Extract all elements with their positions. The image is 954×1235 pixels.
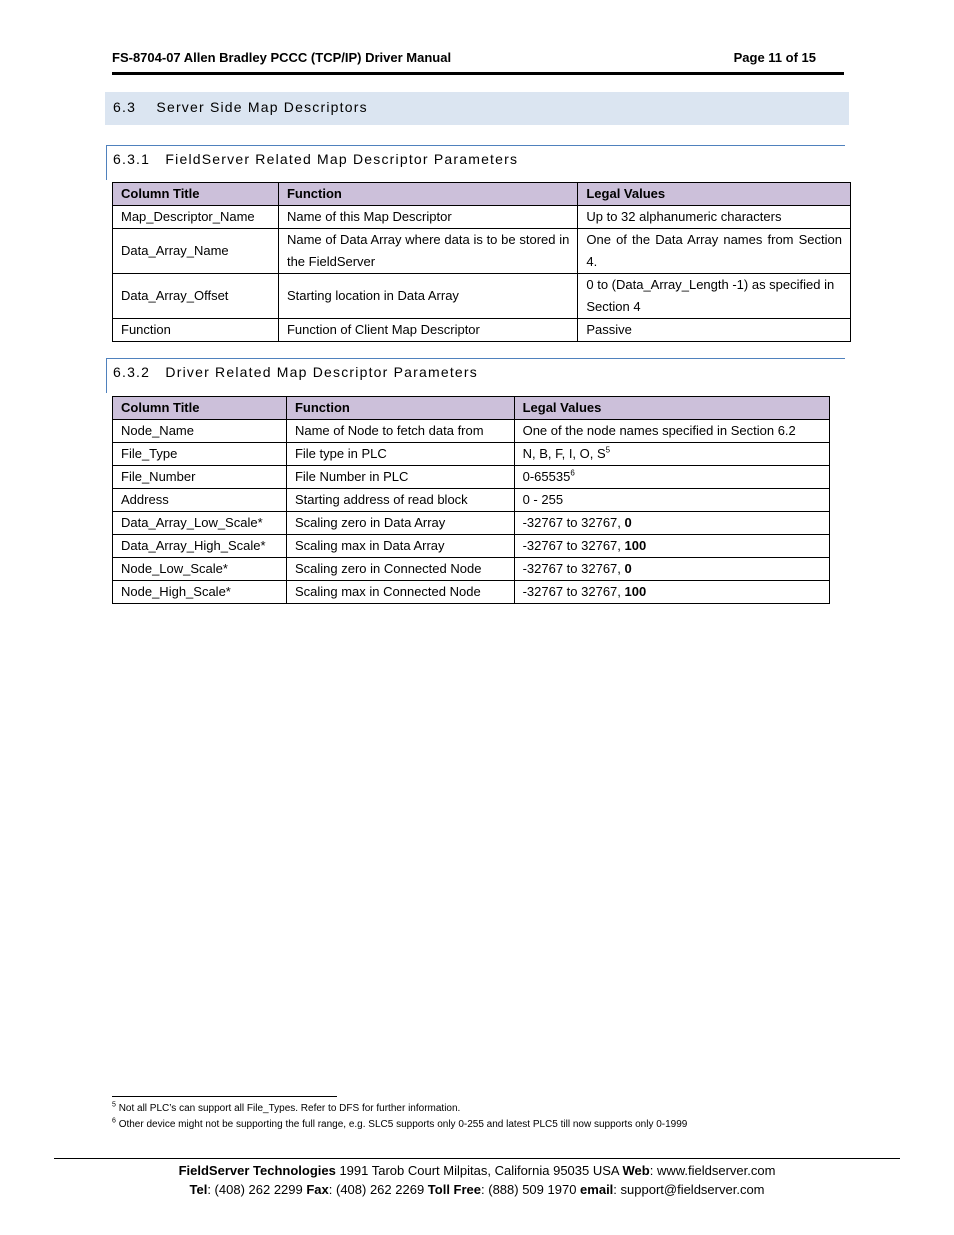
web-link[interactable]: : www.fieldserver.com xyxy=(649,1163,776,1178)
section-heading-6-3-2 xyxy=(106,358,845,393)
table-cell: File type in PLC xyxy=(286,443,514,466)
footnote-6 xyxy=(112,1119,687,1130)
tollfree-value: : (888) 509 1970 xyxy=(481,1182,581,1197)
table-cell: Map_Descriptor_Name xyxy=(113,206,279,229)
table-row xyxy=(113,512,830,535)
table-cell xyxy=(514,558,829,581)
column-header: Column Title xyxy=(113,183,279,206)
footnote-reference[interactable]: 5 xyxy=(605,445,611,455)
table-row xyxy=(113,319,851,342)
table-cell: Address xyxy=(113,489,287,512)
email-label: email xyxy=(580,1182,614,1197)
header-rule xyxy=(112,72,844,75)
footnote-separator xyxy=(112,1096,337,1097)
table-header-row xyxy=(113,397,830,420)
table-row xyxy=(113,558,830,581)
footnote-5 xyxy=(112,1103,460,1114)
column-header: Legal Values xyxy=(578,183,851,206)
cell-value: N, B, F, I, O, S xyxy=(522,446,606,461)
table-cell: One of the node names specified in Section 6.2 xyxy=(514,420,829,443)
section-title: Server Side Map Descriptors xyxy=(156,99,368,115)
cell-value: -32767 to 32767, xyxy=(522,515,625,530)
table-row xyxy=(113,535,830,558)
table-cell: Starting address of read block xyxy=(286,489,514,512)
table-cell: Node_Name xyxy=(113,420,287,443)
table-cell: File_Type xyxy=(113,443,287,466)
default-value: 0 xyxy=(624,515,632,530)
column-header: Function xyxy=(286,397,514,420)
table-cell xyxy=(514,466,829,489)
table-cell: Function of Client Map Descriptor xyxy=(278,319,577,342)
table-cell: Data_Array_Low_Scale* xyxy=(113,512,287,535)
footnote-reference[interactable]: 6 xyxy=(570,468,575,478)
footer-rule xyxy=(54,1158,900,1159)
section-heading-6-3-1 xyxy=(106,145,845,180)
table-row xyxy=(113,274,851,319)
column-header: Function xyxy=(278,183,577,206)
table-cell: File Number in PLC xyxy=(286,466,514,489)
cell-value: -32767 to 32767, xyxy=(522,584,625,599)
table-row xyxy=(113,206,851,229)
table-row xyxy=(113,466,830,489)
table-cell: Name of this Map Descriptor xyxy=(278,206,577,229)
table-cell: Node_High_Scale* xyxy=(113,581,287,604)
table-cell: File_Number xyxy=(113,466,287,489)
table-cell: Data_Array_Name xyxy=(113,229,279,274)
document-title: FS-8704-07 Allen Bradley PCCC (TCP/IP) Driver Manual xyxy=(112,50,452,65)
table-cell: 0 to (Data_Array_Length -1) as specified in Section 4 xyxy=(578,274,851,319)
cell-value: 0-65535 xyxy=(522,469,571,484)
page-header xyxy=(112,50,816,65)
table-cell: Up to 32 alphanumeric characters xyxy=(578,206,851,229)
table-cell: One of the Data Array names from Section 4. xyxy=(578,229,851,274)
table-row xyxy=(113,420,830,443)
tel-value: : (408) 262 2299 xyxy=(207,1182,307,1197)
company-address: 1991 Tarob Court Milpitas, California 95035 USA xyxy=(335,1163,623,1178)
section-number: 6.3.1 xyxy=(113,151,151,167)
section-title: FieldServer Related Map Descriptor Parameters xyxy=(165,151,519,167)
default-value: 0 xyxy=(624,561,632,576)
email-link[interactable]: : support@fieldserver.com xyxy=(613,1182,765,1197)
footnote-mark: 5 xyxy=(112,1101,116,1109)
column-header: Legal Values xyxy=(514,397,829,420)
table-cell xyxy=(514,581,829,604)
web-label: Web xyxy=(622,1163,650,1178)
table-cell: Scaling max in Data Array xyxy=(286,535,514,558)
footnote-text: Not all PLC’s can support all File_Types. Refer to DFS for further information. xyxy=(118,1103,461,1114)
table-cell: Data_Array_Offset xyxy=(113,274,279,319)
fax-value: : (408) 262 2269 xyxy=(328,1182,428,1197)
page-number: Page 11 of 15 xyxy=(733,50,816,65)
company-name: FieldServer Technologies xyxy=(178,1163,336,1178)
cell-value: -32767 to 32767, xyxy=(522,561,625,576)
table-cell xyxy=(514,443,829,466)
fieldserver-parameters-table xyxy=(112,182,851,342)
table-cell: Scaling zero in Data Array xyxy=(286,512,514,535)
table-cell: Scaling max in Connected Node xyxy=(286,581,514,604)
driver-parameters-table xyxy=(112,396,830,604)
table-row xyxy=(113,443,830,466)
default-value: 100 xyxy=(624,584,647,599)
table-header-row xyxy=(113,183,851,206)
table-row xyxy=(113,229,851,274)
tollfree-label: Toll Free xyxy=(427,1182,482,1197)
table-cell: Name of Data Array where data is to be stored in the FieldServer xyxy=(278,229,577,274)
table-cell: Name of Node to fetch data from xyxy=(286,420,514,443)
table-row xyxy=(113,581,830,604)
tel-label: Tel xyxy=(189,1182,208,1197)
footer-line-2 xyxy=(54,1182,900,1197)
fax-label: Fax xyxy=(306,1182,329,1197)
table-cell: Data_Array_High_Scale* xyxy=(113,535,287,558)
section-number: 6.3.2 xyxy=(113,364,151,380)
footnote-mark: 6 xyxy=(112,1117,116,1125)
footnote-text: Other device might not be supporting the full range, e.g. SLC5 supports only 0-255 and latest PLC5 till now supports only 0-1999 xyxy=(118,1119,688,1130)
default-value: 100 xyxy=(624,538,647,553)
section-title: Driver Related Map Descriptor Parameters xyxy=(165,364,478,380)
table-cell xyxy=(514,512,829,535)
section-heading-6-3 xyxy=(105,92,849,125)
table-cell xyxy=(514,535,829,558)
cell-value: -32767 to 32767, xyxy=(522,538,625,553)
table-cell: Function xyxy=(113,319,279,342)
table-row xyxy=(113,489,830,512)
table-cell: 0 - 255 xyxy=(514,489,829,512)
table-cell: Scaling zero in Connected Node xyxy=(286,558,514,581)
table-cell: Starting location in Data Array xyxy=(278,274,577,319)
column-header: Column Title xyxy=(113,397,287,420)
table-cell: Passive xyxy=(578,319,851,342)
section-number: 6.3 xyxy=(113,99,137,115)
footer-line-1 xyxy=(54,1163,900,1178)
table-cell: Node_Low_Scale* xyxy=(113,558,287,581)
